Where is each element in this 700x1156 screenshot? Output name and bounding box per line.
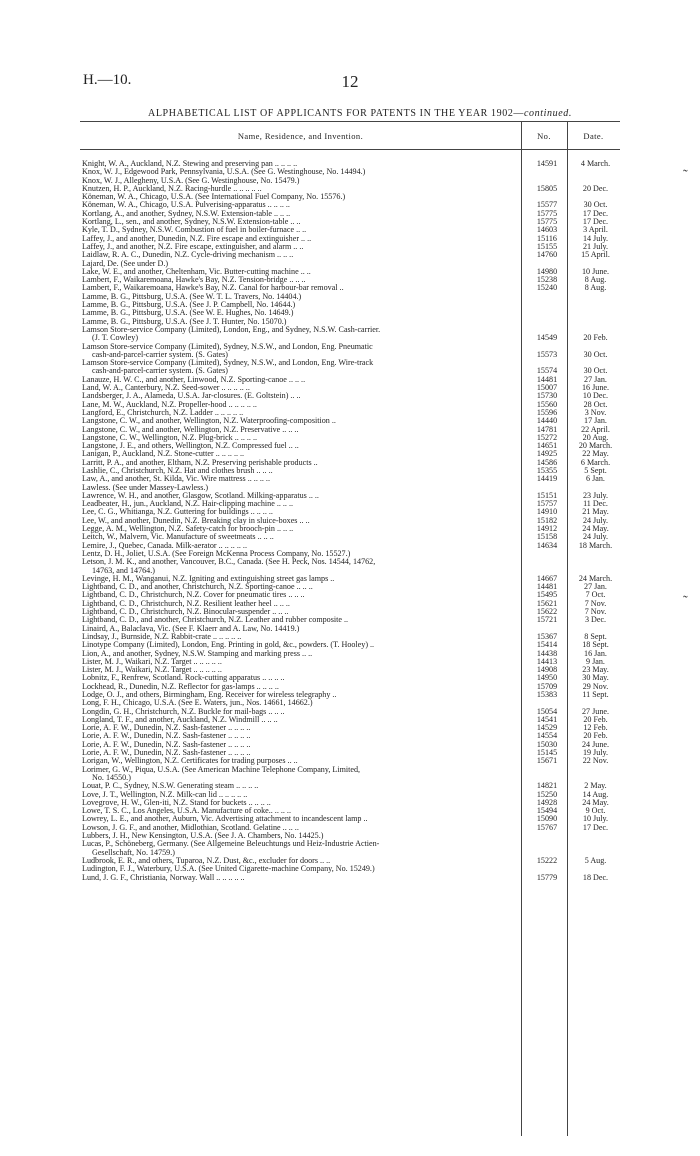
application-date: 18 Sept.	[582, 640, 609, 650]
application-date: 14 July.	[582, 233, 609, 243]
entry-text: Lamme, B. G., Pittsburg, U.S.A. (See J. T. Hunter, No. 15070.)	[82, 317, 287, 326]
application-date: 7 Oct.	[585, 590, 606, 600]
entry-text: Lamme, B. G., Pittsburg, U.S.A. (See J. P. Campbell, No. 14644.)	[82, 301, 296, 310]
application-date: 24 June.	[582, 739, 609, 749]
entry-text: Lightband, C. D., and another, Christchurch, N.Z. Leather and rubber composite ..	[82, 616, 349, 625]
application-date: 6 March.	[580, 457, 611, 467]
entry-text: Laffey, J., and another, N.Z. Fire escape, extinguisher, and alarm .. ..	[82, 242, 304, 251]
table-row	[80, 874, 620, 882]
patent-number: 15090	[536, 814, 558, 824]
entry-text: Lanigan, P., Auckland, N.Z. Stone-cutter .. .. .. .. ..	[82, 450, 245, 459]
entry-text: Lambert, F., Waikaremoana, Hawke's Bay, N.Z. Canal for harbour-bar removal ..	[82, 284, 344, 293]
entry-text: Kortlang, A., and another, Sydney, N.S.W. Extension-table .. .. ..	[82, 209, 291, 218]
column-header-date: Date.	[583, 131, 604, 141]
page-number: 12	[341, 72, 359, 91]
patent-number: 15151	[536, 490, 558, 500]
patent-number: 15007	[536, 383, 558, 393]
entry-text: Levinge, H. M., Wanganui, N.Z. Igniting and extinguishing street gas lamps ..	[82, 574, 335, 583]
table-row	[80, 475, 620, 483]
application-date: 20 Dec.	[582, 183, 609, 193]
patent-number: 15596	[536, 407, 558, 417]
patent-number: 14554	[536, 731, 558, 741]
entry-text: Love, J. T., Wellington, N.Z. Milk-can lid .. .. .. .. ..	[82, 790, 248, 799]
application-date: 20 Feb.	[583, 731, 608, 741]
patent-number: 15495	[536, 590, 558, 600]
patent-number: 15182	[536, 515, 558, 525]
application-date: 24 March.	[578, 573, 613, 583]
table-head-rule	[80, 149, 620, 150]
patent-number: 15622	[536, 607, 558, 617]
entry-text: Lightband, C. D., and another, Christchurch, N.Z. Sporting-canoe .. .. ..	[82, 583, 313, 592]
margin-mark: ˜	[683, 168, 688, 183]
patent-number: 15250	[536, 789, 558, 799]
application-date: 24 May.	[582, 524, 609, 534]
entry-text: Knox, W. J., Edgewood Park, Pennsylvania, U.S.A. (See G. Westinghouse, No. 14494.)	[82, 168, 366, 177]
application-date: 8 Aug.	[584, 283, 607, 293]
entry-text: Lawrence, W. H., and another, Glasgow, Scotland. Milking-apparatus .. ..	[82, 491, 319, 500]
patent-number: 15721	[536, 615, 558, 625]
table-row	[80, 185, 620, 193]
table-row	[80, 359, 620, 376]
application-date: 18 Dec.	[582, 872, 609, 882]
application-date: 20 Feb.	[583, 714, 608, 724]
application-date: 14 Aug.	[582, 789, 609, 799]
entry-text: Lindsay, J., Burnside, N.Z. Rabbit-crate .. .. .. .. ..	[82, 632, 242, 641]
application-date: 20 March.	[578, 441, 613, 451]
entry-text: Lightband, C. D., Christchurch, N.Z. Binocular-suspender .. .. ..	[82, 608, 289, 617]
table-row	[80, 832, 620, 840]
table-row	[80, 766, 620, 783]
table-row	[80, 168, 620, 176]
table-row	[80, 550, 620, 558]
table-row	[80, 616, 620, 624]
patent-number: 15145	[536, 748, 558, 758]
entry-text: Lorie, A. F. W., Dunedin, N.Z. Sash-fastener .. .. .. ..	[82, 724, 251, 733]
patent-number: 14529	[536, 723, 558, 733]
column-header-name: Name, Residence, and Invention.	[237, 131, 364, 141]
application-date: 12 Feb.	[583, 723, 608, 733]
application-date: 27 Jan.	[584, 582, 607, 592]
entry-text: Lovegrove, H. W., Glen-iti, N.Z. Stand for buckets .. .. .. ..	[82, 798, 271, 807]
application-date: 10 July.	[582, 814, 609, 824]
application-date: 9 Jan.	[586, 656, 605, 666]
entry-text: Lorie, A. F. W., Dunedin, N.Z. Sash-fastener .. .. .. ..	[82, 732, 251, 741]
patent-number: 15240	[536, 283, 558, 293]
patent-number: 14912	[536, 524, 558, 534]
table-row	[80, 284, 620, 292]
entry-text: Louat, P. C., Sydney, N.S.W. Generating steam .. .. .. ..	[82, 782, 259, 791]
patent-number: 14908	[536, 665, 558, 675]
entry-text: Lister, M. J., Waikari, N.Z. Target .. .. .. .. ..	[82, 666, 222, 675]
patent-number: 14910	[536, 507, 558, 517]
application-date: 20 Aug.	[582, 432, 609, 442]
entry-text: Lamson Store-service Company (Limited), Sydney, N.S.W., and London, Eng. Wire-track	[82, 359, 374, 368]
patent-number: 15577	[536, 200, 558, 210]
patent-number: 15709	[536, 681, 558, 691]
application-date: 27 June.	[582, 706, 609, 716]
patent-number: 15671	[536, 756, 558, 766]
patent-number: 15574	[536, 366, 558, 376]
application-date: 8 Sept.	[584, 631, 607, 641]
entry-text: Lockhead, R., Dunedin, N.Z. Reflector for gas-lamps .. .. .. ..	[82, 682, 279, 691]
application-date: 16 Jan.	[584, 648, 607, 658]
entry-continuation: cash-and-parcel-carrier system. (S. Gates)	[92, 350, 228, 359]
patent-number: 14549	[536, 333, 558, 343]
table-row	[80, 691, 620, 699]
entry-text: Lamson Store-service Company (Limited), London, Eng., and Sydney, N.S.W. Cash-carrier.	[82, 325, 381, 334]
patent-number: 14667	[536, 573, 558, 583]
entry-text: Lanauze, H. W. C., and another, Linwood, N.Z. Sporting-canoe .. .. ..	[82, 375, 306, 384]
application-date: 30 May.	[582, 673, 609, 683]
patent-number: 14760	[536, 250, 558, 260]
table-row	[80, 542, 620, 550]
entry-text: Lowson, J. G. F., and another, Midlothian, Scotland. Gelatine .. .. ..	[82, 823, 299, 832]
entry-continuation: No. 14550.)	[92, 773, 131, 782]
table-row	[80, 840, 620, 857]
entry-text: Lowe, T. S. C., Los Angeles, U.S.A. Manufacture of coke.. .. .. ..	[82, 807, 291, 816]
entry-text: Knutzen, H. P., Auckland, N.Z. Racing-hurdle .. .. .. .. ..	[82, 184, 262, 193]
application-date: 17 Dec.	[582, 822, 609, 832]
patent-number: 14419	[536, 474, 558, 484]
table-row	[80, 293, 620, 301]
patent-number: 15621	[536, 598, 558, 608]
patent-number: 14603	[536, 225, 558, 235]
title-main: ALPHABETICAL LIST OF APPLICANTS FOR PATENTS IN THE YEAR 1902—	[148, 108, 525, 119]
table-row	[80, 301, 620, 309]
application-date: 5 Sept.	[584, 465, 607, 475]
application-date: 15 April.	[581, 250, 610, 260]
entry-text: Lee, C. G., Whitianga, N.Z. Guttering for buildings .. .. .. ..	[82, 508, 273, 517]
entry-text: Lorigan, W., Wellington, N.Z. Certificates for trading purposes .. ..	[82, 757, 298, 766]
application-date: 21 July.	[582, 241, 609, 251]
patent-number: 14821	[536, 781, 558, 791]
application-date: 17 Dec.	[582, 217, 609, 227]
entry-text: Ludbrook, E. R., and others, Tuparoa, N.Z. Dust, &c., excluder for doors .. ..	[82, 856, 331, 865]
patent-number: 15054	[536, 706, 558, 716]
entry-text: Lambert, F., Waikaremoana, Hawke's Bay, N.Z. Tension-bridge .. .. ..	[82, 276, 306, 285]
entry-continuation: cash-and-parcel-carrier system. (S. Gates)	[92, 367, 228, 376]
table-row	[80, 757, 620, 765]
application-date: 3 Nov.	[584, 407, 607, 417]
entry-text: Lund, J. G. F., Christiania, Norway. Wall .. .. .. .. ..	[82, 873, 245, 882]
application-date: 20 Feb.	[583, 333, 608, 343]
entry-text: Langstone, C. W., and another, Wellington, N.Z. Waterproofing-composition ..	[82, 417, 336, 426]
table-row	[80, 251, 620, 259]
entry-text: Longdin, G. H., Christchurch, N.Z. Buckle for mail-bags .. .. ..	[82, 707, 285, 716]
application-date: 11 Sept.	[582, 690, 609, 699]
entry-text: Lorimer, G. W., Piqua, U.S.A. (See American Machine Telephone Company, Limited,	[82, 765, 361, 774]
column-header-no: No.	[537, 131, 551, 141]
entry-text: Knox, W. J., Allegheny, U.S.A. (See G. Westinghouse, No. 15479.)	[82, 176, 300, 185]
patent-number: 15116	[537, 233, 557, 243]
patent-number: 15414	[536, 640, 558, 650]
table-row	[80, 318, 620, 326]
application-date: 28 Oct.	[583, 399, 608, 409]
entry-text: Lowrey, L. E., and another, Auburn, Vic. Advertising attachment to incandescent lamp ..	[82, 815, 368, 824]
entry-text: Ludington, F. J., Waterbury, U.S.A. (See United Cigarette-machine Company, No. 15249.)	[82, 865, 375, 874]
application-date: 17 Dec.	[582, 208, 609, 218]
entry-text: Kyle, T. D., Sydney, N.S.W. Combustion of fuel in boiler-furnace .. ..	[82, 226, 307, 235]
application-date: 24 July.	[582, 515, 609, 525]
application-date: 30 Oct.	[583, 349, 608, 359]
application-date: 7 Nov.	[584, 607, 607, 617]
patent-number: 15573	[536, 349, 558, 359]
applicants-table	[80, 121, 620, 1136]
patent-number: 15775	[536, 208, 558, 218]
application-date: 22 April.	[581, 424, 610, 434]
entry-text: Langstone, C. W., and another, Wellington, N.Z. Preservative .. .. ..	[82, 425, 299, 434]
entry-text: Letson, J. M. K., and another, Vancouver, B.C., Canada. (See H. Peck, Nos. 14544, 14762,	[82, 558, 376, 567]
application-date: 29 Nov.	[582, 681, 609, 691]
entry-text: Leadbeater, H., jun., Auckland, N.Z. Hair-clipping machine .. .. ..	[82, 500, 294, 509]
patent-number: 15158	[536, 532, 558, 542]
application-date: 22 Nov.	[582, 756, 609, 766]
application-date: 24 July.	[582, 532, 609, 542]
application-date: 3 Dec.	[584, 615, 607, 625]
application-date: 10 Dec.	[582, 391, 609, 401]
entry-text: Lorie, A. F. W., Dunedin, N.Z. Sash-fastener .. .. .. ..	[82, 749, 251, 758]
entry-text: Lemire, J., Quebec, Canada. Milk-aerator .. .. .. .. ..	[82, 541, 247, 550]
entry-text: Köneman, W. A., Chicago, U.S.A. (See International Fuel Company, No. 15576.)	[82, 193, 346, 202]
patent-number: 14634	[536, 540, 558, 550]
patent-number: 14541	[536, 714, 558, 724]
entry-text: Langstone, J. E., and others, Wellington, N.Z. Compressed fuel .. ..	[82, 442, 299, 451]
entry-text: Lane, M. W., Auckland, N.Z. Propeller-hood .. .. .. .. ..	[82, 400, 257, 409]
entry-text: Lamme, B. G., Pittsburg, U.S.A. (See W. E. Hughes, No. 14649.)	[82, 309, 294, 318]
entry-text: Langford, E., Christchurch, N.Z. Ladder .. .. .. .. ..	[82, 408, 244, 417]
entry-text: Langstone, C. W., Wellington, N.Z. Plug-brick .. .. .. ..	[82, 433, 258, 442]
header-code: H.—10.	[83, 72, 132, 88]
table-row	[80, 343, 620, 360]
entry-text: Landsberger, J. A., Alameda, U.S.A. Jar-closures. (E. Goltstein) .. ..	[82, 392, 301, 401]
patent-number: 15560	[536, 399, 558, 409]
patent-number: 15272	[536, 432, 558, 442]
patent-number: 14925	[536, 449, 558, 459]
entry-text: Laidlaw, R. A. C., Dunedin, N.Z. Cycle-driving mechanism .. .. ..	[82, 251, 294, 260]
entry-text: Lobnitz, F., Renfrew, Scotland. Rock-cutting apparatus .. .. .. ..	[82, 674, 285, 683]
application-date: 5 Aug.	[584, 855, 607, 865]
entry-continuation: Gesellschaft, No. 14759.)	[92, 848, 175, 857]
entry-text: Lajard, De. (See under D.)	[82, 259, 169, 268]
patent-number: 15383	[536, 690, 558, 699]
application-date: 10 June.	[582, 266, 609, 276]
entry-text: Kortlang, L., sen., and another, Sydney, N.S.W. Extension-table .. ..	[82, 218, 301, 227]
entry-text: Knight, W. A., Auckland, N.Z. Stewing and preserving pan .. .. .. ..	[82, 160, 298, 168]
table-row	[80, 857, 620, 865]
application-date: 2 May.	[584, 781, 607, 791]
patent-number: 14481	[536, 374, 558, 384]
entry-text: Laffey, J., and another, Dunedin, N.Z. Fire escape and extinguisher .. ..	[82, 234, 312, 243]
patent-number: 15367	[536, 631, 558, 641]
entry-text: Lion, A., and another, Sydney, N.S.W. Stamping and marking press .. ..	[82, 649, 313, 658]
entry-text: Linaird, A., Balaclava, Vic. (See F. Klaerr and A. Law, No. 14419.)	[82, 624, 300, 633]
margin-mark: ˜	[683, 594, 688, 609]
patent-number: 15767	[536, 822, 558, 832]
application-date: 23 July.	[582, 490, 609, 500]
table-body	[80, 160, 620, 882]
application-date: 30 Oct.	[583, 366, 608, 376]
patent-number: 15355	[536, 465, 558, 475]
patent-number: 15155	[536, 241, 558, 251]
entry-text: Lawless. (See under Massey-Lawless.)	[82, 483, 209, 492]
entry-text: Lamson Store-service Company (Limited), Sydney, N.S.W., and London, Eng. Pneumatic	[82, 342, 373, 351]
application-date: 11 Dec.	[583, 499, 608, 509]
entry-text: Long, F. H., Chicago, U.S.A. (See E. Waters, jun., Nos. 14661, 14662.)	[82, 699, 313, 708]
patent-number: 14481	[536, 582, 558, 592]
entry-text: Larritt, P. A., and another, Eltham, N.Z. Preserving perishable products ..	[82, 458, 318, 467]
entry-text: Lee, W., and another, Dunedin, N.Z. Breaking clay in sluice-boxes .. ..	[82, 516, 310, 525]
entry-continuation: 14763, and 14764.)	[92, 566, 155, 575]
application-date: 24 May.	[582, 797, 609, 807]
patent-number: 15730	[536, 391, 558, 401]
entry-text: Leitch, W., Malvern, Vic. Manufacture of sweetmeats .. .. ..	[82, 533, 274, 542]
table-row	[80, 558, 620, 575]
application-date: 8 Aug.	[584, 275, 607, 285]
patent-number: 14586	[536, 457, 558, 467]
table-top-rule	[80, 121, 620, 122]
entry-continuation: (J. T. Cowley)	[92, 334, 139, 343]
patent-number: 14440	[536, 416, 558, 426]
entry-text: Lodge, O. J., and others, Birmingham, Eng. Receiver for wireless telegraphy ..	[82, 691, 337, 699]
application-date: 22 May.	[582, 449, 609, 459]
title-suffix: continued.	[524, 108, 572, 119]
application-date: 4 March.	[580, 159, 611, 168]
patent-number: 15494	[536, 806, 558, 816]
table-row	[80, 160, 620, 168]
entry-text: Lubbers, J. H., New Kensington, U.S.A. (See J. A. Chambers, No. 14425.)	[82, 832, 324, 841]
entry-text: Land, W. A., Canterbury, N.Z. Seed-sower .. .. .. .. ..	[82, 384, 250, 393]
patent-number: 15030	[536, 739, 558, 749]
entry-text: Lightband, C. D., Christchurch, N.Z. Resilient leather heel .. .. ..	[82, 599, 290, 608]
entry-text: Linotype Company (Limited), London, Eng. Printing in gold, &c., powders. (T. Hooley) ..	[82, 641, 375, 650]
application-date: 18 March.	[578, 540, 613, 550]
patent-number: 15805	[536, 183, 558, 193]
page-title	[100, 108, 620, 119]
application-date: 27 Jan.	[584, 374, 607, 384]
table-row	[80, 326, 620, 343]
entry-text: Lamme, B. G., Pittsburg, U.S.A. (See W. T. L. Travers, No. 14404.)	[82, 292, 302, 301]
patent-number: 14781	[536, 424, 558, 434]
application-date: 7 Nov.	[584, 598, 607, 608]
entry-text: Lentz, D. H., Joliet, U.S.A. (See Foreign McKenna Process Company, No. 15527.)	[82, 549, 351, 558]
patent-number: 14413	[536, 656, 558, 666]
entry-text: Lashlie, C., Christchurch, N.Z. Hat and clothes brush .. .. ..	[82, 466, 273, 475]
entry-text: Law, A., and another, St. Kilda, Vic. Wire mattress .. .. .. ..	[82, 475, 270, 484]
patent-number: 14438	[536, 648, 558, 658]
patent-number: 14591	[536, 159, 558, 168]
patent-number: 14950	[536, 673, 558, 683]
patent-number: 15222	[536, 855, 558, 865]
table-row	[80, 309, 620, 317]
entry-text: Lorie, A. F. W., Dunedin, N.Z. Sash-fastener .. .. .. ..	[82, 740, 251, 749]
application-date: 17 Jan.	[584, 416, 607, 426]
entry-text: Longland, T. F., and another, Auckland, N.Z. Windmill .. .. ..	[82, 715, 278, 724]
entry-text: Legge, A. M., Wellington, N.Z. Safety-catch for brooch-pin .. .. ..	[82, 525, 294, 534]
entry-text: Lucas, P., Schöneberg, Germany. (See Allgemeine Beleuchtungs und Heiz-Industrie Actien-	[82, 840, 380, 849]
patent-number: 15775	[536, 217, 558, 227]
patent-number: 15757	[536, 499, 558, 509]
application-date: 3 April.	[583, 225, 608, 235]
table-row	[80, 824, 620, 832]
patent-number: 15238	[536, 275, 558, 285]
application-date: 6 Jan.	[586, 474, 605, 484]
entry-text: Köneman, W. A., Chicago, U.S.A. Pulverising-apparatus .. .. .. ..	[82, 201, 290, 210]
application-date: 19 July.	[582, 748, 609, 758]
patent-number: 15779	[536, 872, 558, 882]
entry-text: Lister, M. J., Waikari, N.Z. Target .. .. .. .. ..	[82, 657, 222, 666]
entry-text: Lake, W. E., and another, Cheltenham, Vic. Butter-cutting machine .. ..	[82, 267, 311, 276]
entry-text: Lightband, C. D., Christchurch, N.Z. Cover for pneumatic tires .. .. ..	[82, 591, 305, 600]
application-date: 16 June.	[582, 383, 609, 393]
application-date: 21 May.	[582, 507, 609, 517]
application-date: 30 Oct.	[583, 200, 608, 210]
patent-number: 14651	[536, 441, 558, 451]
application-date: 23 May.	[582, 665, 609, 675]
application-date: 9 Oct.	[585, 806, 606, 816]
patent-number: 14928	[536, 797, 558, 807]
patent-number: 14980	[536, 266, 558, 276]
